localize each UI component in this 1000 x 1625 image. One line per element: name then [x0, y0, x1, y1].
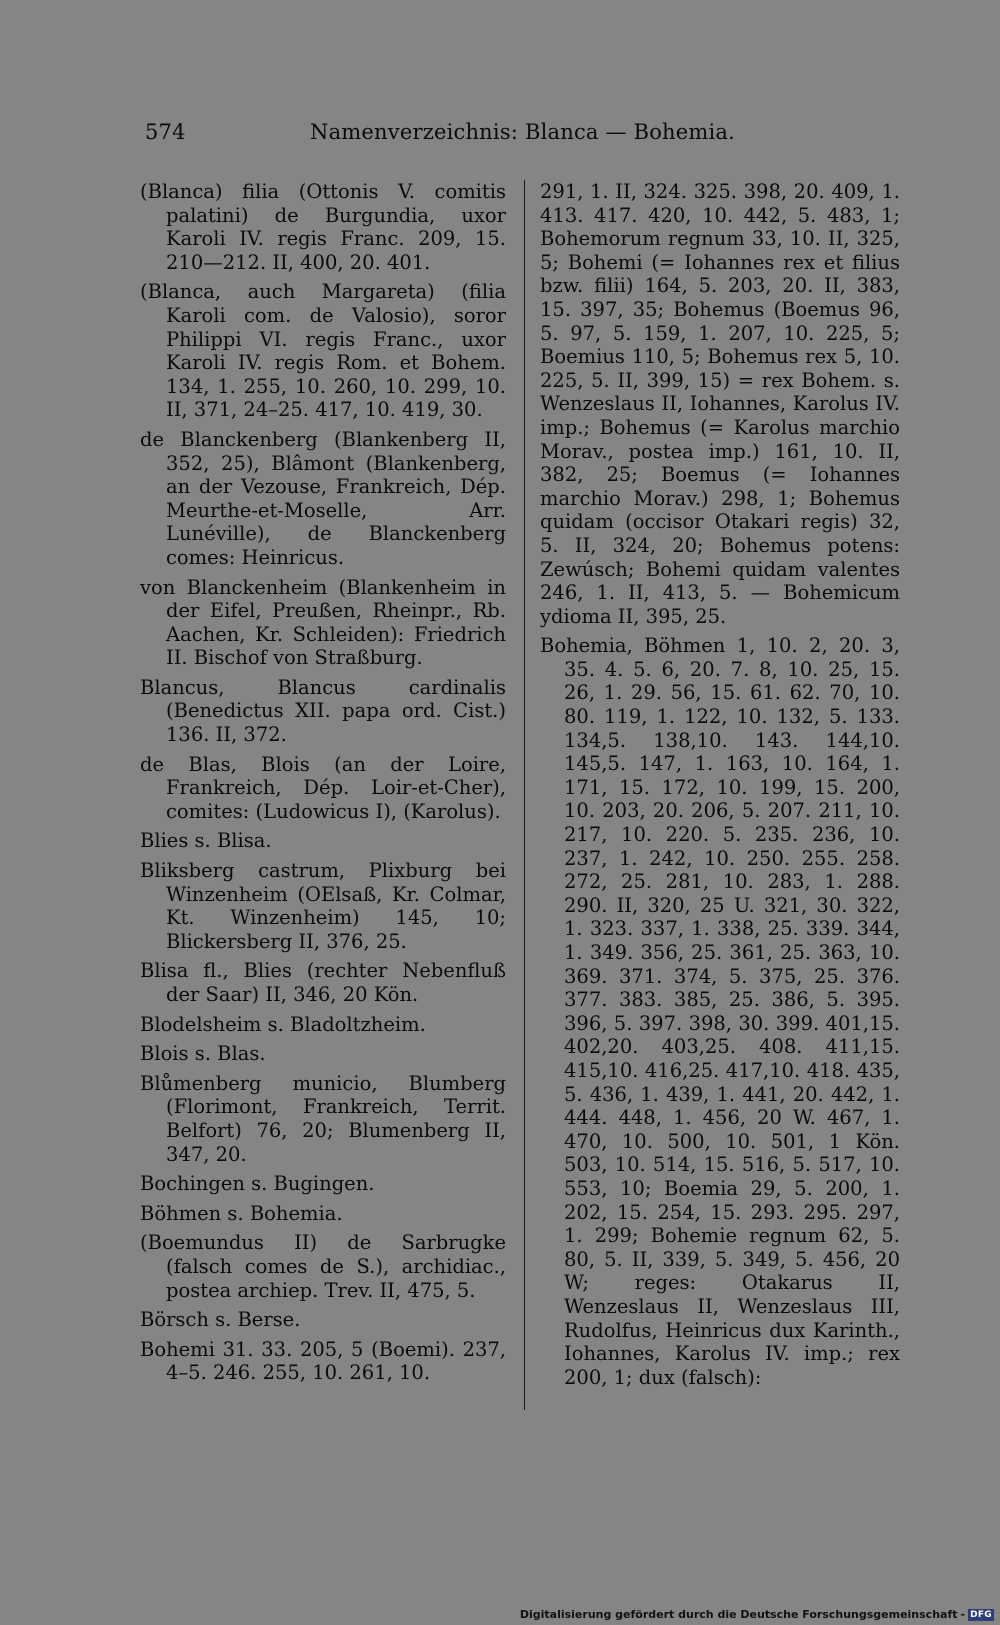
index-entry: Börsch s. Berse.: [140, 1308, 301, 1332]
index-entry: de Blas, Blois (an der Loire, Frankreich, Dép. Loir-et-Cher), comites: (Ludowicus I), (Karolus).: [140, 752, 506, 823]
index-entry: (Boemundus II) de Sarbrugke (falsch comes de S.), archidiac., postea archiep. Trev. II, 475, 5.: [140, 1231, 506, 1302]
index-entry: Bochingen s. Bugingen.: [140, 1172, 375, 1196]
index-entry: Bliksberg castrum, Plixburg bei Winzenheim (OElsaß, Kr. Colmar, Kt. Winzenheim) 145, 10; Blickersberg II, 376, 25.: [140, 859, 506, 953]
index-entry: Blodelsheim s. Bladoltzheim.: [140, 1012, 426, 1036]
page-number: 574: [145, 120, 186, 144]
credit-text: Digitalisierung gefördert durch die Deutsche Forschungsgemeinschaft: [519, 1608, 958, 1621]
index-entry: (Blanca, auch Margareta) (filia Karoli com. de Valosio), soror Philippi VI. regis Franc., uxor Karoli IV. regis Rom. et Bohem. 134, 1. 255, 10. 260, 10. 299, 10. II, 371, 24–25. 417, 10. 419, 30.: [140, 280, 506, 422]
index-entry: Bohemia, Böhmen 1, 10. 2, 20. 3, 35. 4. 5. 6, 20. 7. 8, 10. 25, 15. 26, 1. 29. 56, 15. 61. 62. 70, 10. 80. 119, 1. 122, 10. 132, 5. 133. 134,5. 138,10. 143. 144,10. 145,5. 147, 1. 163, 10. 164, 1. 171, 15. 172, 10. 199, 15. 200, 10. 203, 20. 206, 5. 207. 211, 10. 217, 10. 220. 5. 235. 236, 10. 237, 1. 242, 10. 250. 255. 258. 272, 25. 281, 10. 283, 1. 288. 290. II, 320, 25 U. 321, 30. 322, 1. 323. 337, 1. 338, 25. 339. 344, 1. 349. 356, 25. 361, 25. 363, 10. 369. 371. 374, 5. 375, 25. 376. 377. 383. 385, 25. 386, 5. 395. 396, 5. 397. 398, 30. 399. 401,15. 402,20. 403,25. 408. 411,15. 415,10. 416,25. 417,10. 418. 435, 5. 436, 1. 439, 1. 441, 20. 442, 1. 444. 448, 1. 456, 20 W. 467, 1. 470, 10. 500, 10. 501, 1 Kön. 503, 10. 514, 15. 516, 5. 517, 10. 553, 10; Boemia 29, 5. 200, 1. 202, 15. 254, 15. 293. 295. 297, 1. 299; Bohemie regnum 62, 5. 80, 5. II, 339, 5. 349, 5. 456, 20 W; reges: Otakarus II, Wenzeslaus II, Wenzeslaus III, Rudolfus, Heinricus dux Karinth., Iohannes, Karolus IV. imp.; rex 200, 1; dux (falsch):: [540, 634, 900, 1389]
index-entry: de Blanckenberg (Blankenberg II, 352, 25), Blâmont (Blankenberg, an der Vezouse, Frankreich, Dép. Meurthe-et-Moselle, Arr. Lunéville), de Blanckenberg comes: Heinricus.: [140, 427, 506, 569]
index-entry: Blisa fl., Blies (rechter Nebenfluß der Saar) II, 346, 20 Kön.: [140, 959, 506, 1006]
index-entry: Blies s. Blisa.: [140, 829, 272, 853]
index-entry: Böhmen s. Bohemia.: [140, 1201, 343, 1225]
dfg-logo: DFG: [970, 1609, 992, 1620]
index-entry: Blancus, Blancus cardinalis (Benedictus XII. papa ord. Cist.) 136. II, 372.: [140, 675, 506, 747]
digitization-credit: Digitalisierung gefördert durch die Deutsche Forschungsgemeinschaft - DFG: [519, 1608, 992, 1621]
index-entry: Blois s. Blas.: [140, 1042, 266, 1066]
running-title: Namenverzeichnis: Blanca — Bohemia.: [310, 120, 736, 144]
index-entry-continued: 291, 1. II, 324. 325. 398, 20. 409, 1. 413. 417. 420, 10. 442, 5. 483, 1; Bohemorum regnum 33, 10. II, 325, 5; Bohemi (= Iohannes rex et filius bzw. filii) 164, 5. 203, 20. II, 383, 15. 397, 35; Bohemus (Boemus 96, 5. 97, 5. 159, 1. 207, 10. 225, 5; Boemius 110, 5; Bohemus rex 5, 10. 225, 5. II, 399, 15) = rex Bohem. s. Wenzeslaus II, Iohannes, Karolus IV. imp.; Bohemus (= Karolus marchio Morav., postea imp.) 161, 10. II, 382, 25; Boemus (= Iohannes marchio Morav.) 298, 1; Bohemus quidam (occisor Otakari regis) 32, 5. II, 324, 20; Bohemus potens: Zewúsch; Bohemi quidam valentes 246, 1. II, 413, 5. — Bohemicum ydioma II, 395, 25.: [540, 180, 900, 628]
left-column: [140, 180, 506, 1391]
index-entry: Blůmenberg municio, Blumberg (Florimont, Frankreich, Territ. Belfort) 76, 20; Blumenberg II, 347, 20.: [140, 1071, 506, 1166]
index-entry: von Blanckenheim (Blankenheim in der Eifel, Preußen, Rheinpr., Rb. Aachen, Kr. Schleiden): Friedrich II. Bischof von Straßburg.: [140, 575, 506, 670]
index-entry: Bohemi 31. 33. 205, 5 (Boemi). 237, 4–5. 246. 255, 10. 261, 10.: [140, 1337, 506, 1385]
right-column: [540, 180, 900, 1395]
index-entry: (Blanca) filia (Ottonis V. comitis palatini) de Burgundia, uxor Karoli IV. regis Franc. 209, 15. 210—212. II, 400, 20. 401.: [140, 180, 506, 274]
